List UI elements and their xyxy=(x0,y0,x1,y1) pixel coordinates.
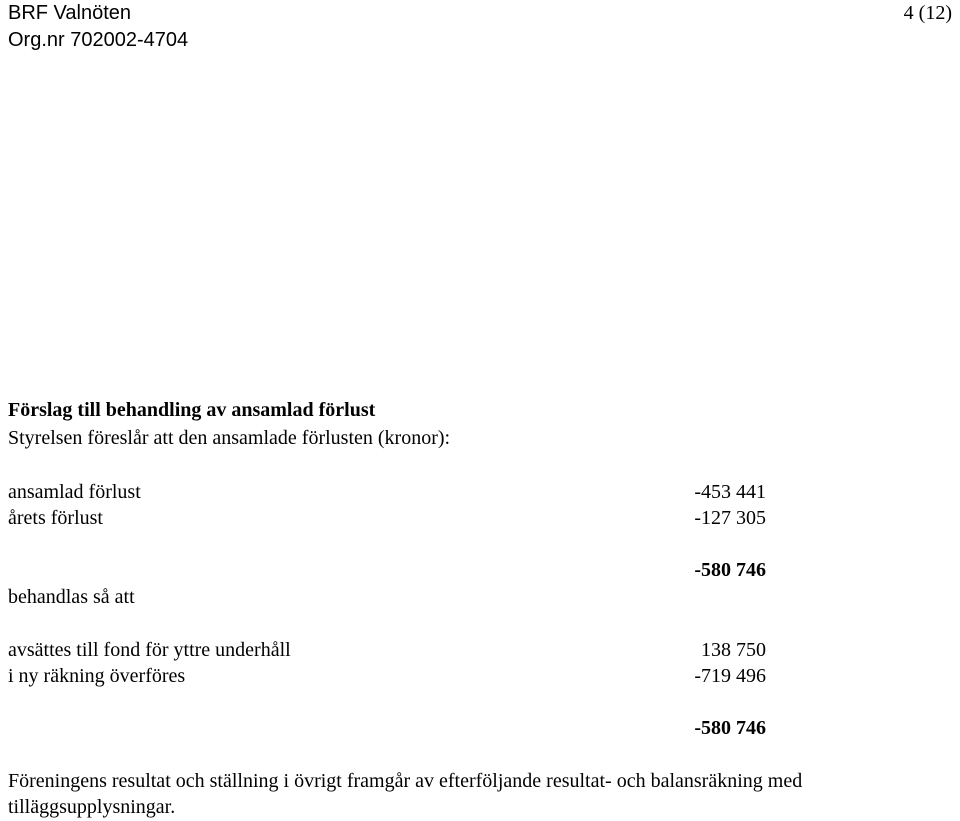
treatment-total: -580 746 xyxy=(694,717,766,739)
section-title: Förslag till behandling av ansamlad förlust xyxy=(8,399,376,421)
loss-item-label: årets förlust xyxy=(8,507,103,529)
footer-text: Föreningens resultat och ställning i övrigt framgår av efterföljande resultat- och balansräkning med tilläggsupplysningar. xyxy=(8,770,803,818)
association-name: BRF Valnöten xyxy=(8,2,132,24)
loss-item-value: -453 441 xyxy=(694,481,766,503)
loss-item-label: ansamlad förlust xyxy=(8,481,141,503)
treatment-item-value: -719 496 xyxy=(694,665,766,687)
treatment-item-value: 138 750 xyxy=(701,639,766,661)
loss-total: -580 746 xyxy=(694,559,766,581)
section-intro: Styrelsen föreslår att den ansamlade förlusten (kronor): xyxy=(8,427,451,449)
treatment-item-label: i ny räkning överföres xyxy=(8,665,186,687)
treatment-item-label: avsättes till fond för yttre underhåll xyxy=(8,639,291,661)
page-number: 4 (12) xyxy=(903,2,952,24)
treatment-label: behandlas så att xyxy=(8,586,135,608)
org-number: Org.nr 702002-4704 xyxy=(8,29,189,51)
loss-item-value: -127 305 xyxy=(694,507,766,529)
